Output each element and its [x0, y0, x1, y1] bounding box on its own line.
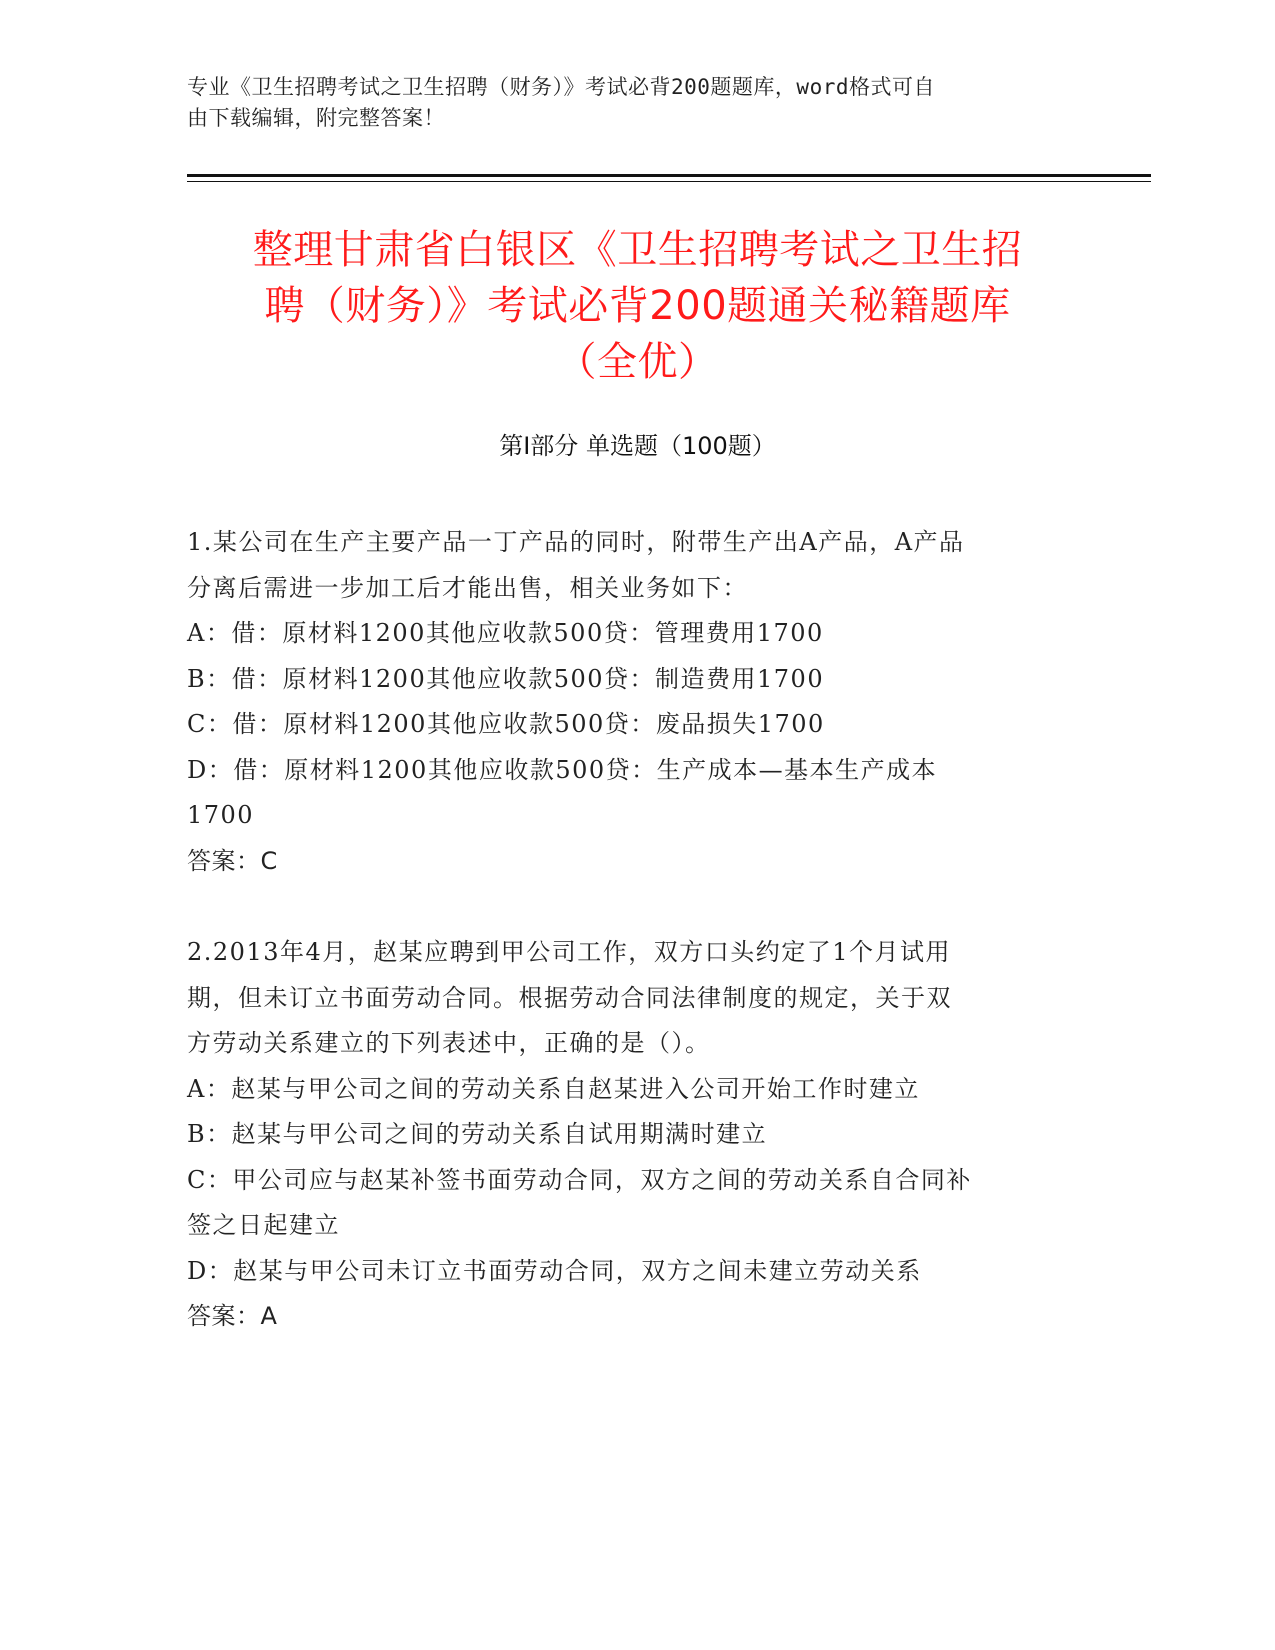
option-c: C：借：原材料1200其他应收款500贷：废品损失1700	[187, 710, 825, 738]
header-rule-thin	[187, 181, 1151, 182]
question-stem-line: 2.2013年4月，赵某应聘到甲公司工作，双方口头约定了1个月试用	[187, 938, 952, 966]
header-note-line: 专业《卫生招聘考试之卫生招聘（财务）》考试必背200题题库，word格式可自	[187, 75, 935, 99]
section-heading: 第Ⅰ部分 单选题（100题）	[499, 432, 776, 460]
document-title-line: 整理甘肃省白银区《卫生招聘考试之卫生招	[252, 227, 1023, 273]
option-a: A：赵某与甲公司之间的劳动关系自赵某进入公司开始工作时建立	[187, 1074, 920, 1103]
question-stem-line: 方劳动关系建立的下列表述中，正确的是（）。	[187, 1029, 711, 1057]
document-title-line: （全优）	[556, 339, 719, 385]
answer-line: 答案：C	[187, 846, 278, 875]
option-d-continued: 1700	[187, 801, 255, 829]
question-stem-line: 分离后需进一步加工后才能出售，相关业务如下：	[187, 573, 748, 602]
option-c: C：甲公司应与赵某补签书面劳动合同，双方之间的劳动关系自合同补	[187, 1165, 972, 1194]
option-a: A：借：原材料1200其他应收款500贷：管理费用1700	[187, 619, 824, 647]
header-rule-thick	[187, 174, 1151, 177]
document-title-line: 聘（财务）》考试必背200题通关秘籍题库	[264, 283, 1011, 329]
header-note-line: 由下载编辑，附完整答案！	[187, 106, 445, 130]
question-block	[187, 930, 1067, 1340]
question-block	[187, 520, 1067, 884]
question-stem-line: 期，但未订立书面劳动合同。根据劳动合同法律制度的规定，关于双	[187, 983, 952, 1012]
option-c-continued: 签之日起建立	[187, 1211, 340, 1239]
document-title	[150, 222, 1125, 390]
header-note	[187, 72, 1067, 134]
question-stem-line: 1.某公司在生产主要产品一丁产品的同时，附带生产出A产品，A产品	[187, 528, 965, 556]
option-d: D：赵某与甲公司未订立书面劳动合同，双方之间未建立劳动关系	[187, 1256, 922, 1285]
option-b: B：赵某与甲公司之间的劳动关系自试用期满时建立	[187, 1120, 768, 1148]
option-b: B：借：原材料1200其他应收款500贷：制造费用1700	[187, 664, 825, 693]
answer-line: 答案：A	[187, 1302, 278, 1330]
option-d: D：借：原材料1200其他应收款500贷：生产成本—基本生产成本	[187, 755, 938, 784]
